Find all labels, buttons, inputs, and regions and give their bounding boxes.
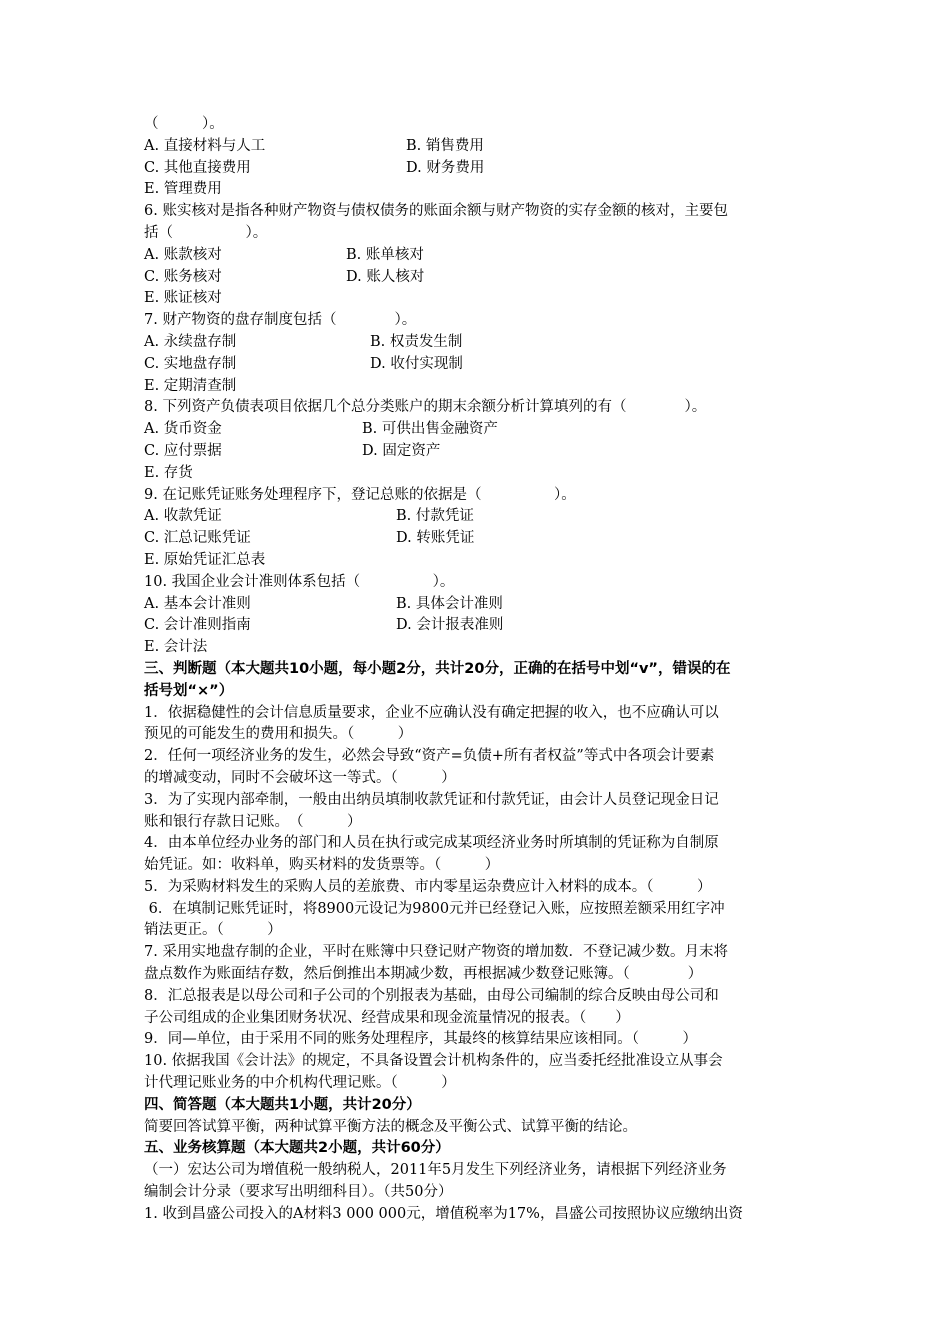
option-row	[144, 158, 814, 180]
text-line: 账和银行存款日记账。 （ ）	[144, 813, 362, 830]
text-line: 7. 财产物资的盘存制度包括（ ）。	[144, 312, 417, 329]
option-left: A. 货币资金	[144, 421, 222, 438]
option-left: A. 直接材料与人工	[144, 137, 266, 154]
text-line: 10. 依据我国《会计法》的规定，不具备设置会计机构条件的，应当委托经批准设立从事会	[144, 1053, 723, 1070]
option-row	[144, 506, 814, 528]
option-left: A. 永续盘存制	[144, 333, 237, 350]
option-right: B. 权责发生制	[370, 333, 463, 350]
section-heading: 三、判断题（本大题共10小题，每小题2分，共计20分，正确的在括号中划“v”，错误的在	[144, 660, 731, 677]
option-right: B. 账单核对	[346, 246, 424, 263]
option-row	[144, 528, 814, 550]
text-line: 的增减变动，同时不会破坏这一等式。（ ）	[144, 769, 456, 786]
option-left: C. 会计准则指南	[144, 617, 251, 634]
section-heading: 四、简答题（本大题共1小题，共计20分）	[144, 1096, 421, 1113]
option-left: C. 实地盘存制	[144, 355, 237, 372]
option-left: C. 其他直接费用	[144, 159, 251, 176]
document-page	[144, 114, 814, 1226]
text-line: 子公司组成的企业集团财务状况、经营成果和现金流量情况的报表。（ ）	[144, 1009, 630, 1026]
option-right: D. 会计报表准则	[396, 617, 504, 634]
option-row	[144, 354, 814, 376]
text-line: E. 管理费用	[144, 181, 222, 198]
option-right: B. 销售费用	[406, 137, 484, 154]
option-right: D. 账人核对	[346, 268, 425, 285]
text-line: 简要回答试算平衡，两种试算平衡方法的概念及平衡公式、试算平衡的结论。	[144, 1118, 637, 1135]
text-line: 9. 在记账凭证账务处理程序下，登记总账的依据是（ ）。	[144, 486, 576, 503]
option-right: D. 收付实现制	[370, 355, 463, 372]
text-line: 预见的可能发生的费用和损失。（ ）	[144, 726, 413, 743]
text-line: 始凭证。如：收料单，购买材料的发货票等。（ ）	[144, 857, 500, 874]
text-line: （一）宏达公司为增值税一般纳税人，2011年5月发生下列经济业务，请根据下列经济业务	[144, 1162, 727, 1179]
text-line: 6. 账实核对是指各种财产物资与债权债务的账面余额与财产物资的实存金额的核对，主要包	[144, 203, 728, 220]
option-row	[144, 245, 814, 267]
option-row	[144, 332, 814, 354]
text-line: E. 会计法	[144, 639, 208, 656]
option-right: D. 财务费用	[406, 159, 485, 176]
section-heading: 五、业务核算题（本大题共2小题，共计60分）	[144, 1140, 450, 1157]
text-line: 9．同—单位，由于采用不同的账务处理程序，其最终的核算结果应该相同。（ ）	[144, 1031, 697, 1048]
option-left: C. 账务核对	[144, 268, 222, 285]
option-row	[144, 267, 814, 289]
text-line: E. 原始凭证汇总表	[144, 551, 266, 568]
option-right: B. 可供出售金融资产	[362, 421, 498, 438]
option-row	[144, 615, 814, 637]
text-line: 2．任何一项经济业务的发生，必然会导致“资产=负债+所有者权益”等式中各项会计要素	[144, 748, 715, 765]
option-row	[144, 594, 814, 616]
text-line: 5．为采购材料发生的采购人员的差旅费、市内零星运杂费应计入材料的成本。（ ）	[144, 878, 712, 895]
text-line: 3．为了实现内部牵制，一般由出纳员填制收款凭证和付款凭证，由会计人员登记现金日记	[144, 791, 719, 808]
option-row	[144, 419, 814, 441]
option-right: D. 固定资产	[362, 442, 441, 459]
text-line: E. 存货	[144, 464, 193, 481]
text-line: 销法更正。（ ）	[144, 922, 282, 939]
option-left: A. 基本会计准则	[144, 595, 251, 612]
text-line: 4．由本单位经办业务的部门和人员在执行或完成某项经济业务时所填制的凭证称为自制原	[144, 835, 719, 852]
option-right: B. 付款凭证	[396, 508, 474, 525]
text-line: 编制会计分录（要求写出明细科目）。（共50分）	[144, 1184, 453, 1201]
text-line: 1. 收到昌盛公司投入的A材料3 000 000元，增值税率为17%，昌盛公司按照协议应缴纳出资	[144, 1205, 743, 1222]
option-left: A. 收款凭证	[144, 508, 222, 525]
text-line: 括（ ）。	[144, 224, 268, 241]
text-line: 10. 我国企业会计准则体系包括（ ）。	[144, 573, 455, 590]
option-right: D. 转账凭证	[396, 530, 475, 547]
option-right: B. 具体会计准则	[396, 595, 503, 612]
text-line: 8. 下列资产负债表项目依据几个总分类账户的期末余额分析计算填列的有（ ）。	[144, 399, 707, 416]
text-line: 计代理记账业务的中介机构代理记账。（ ）	[144, 1075, 456, 1092]
section-heading: 括号划“×”）	[144, 682, 234, 699]
text-line: 6．在填制记账凭证时，将8900元设记为9800元并已经登记入账，应按照差额采用红字冲	[144, 900, 725, 917]
text-line: 盘点数作为账面结存数，然后倒推出本期减少数，再根据减少数登记账簿。（ ）	[144, 966, 703, 983]
option-row	[144, 441, 814, 463]
option-left: C. 应付票据	[144, 442, 222, 459]
text-line: E. 账证核对	[144, 290, 222, 307]
text-line: （ ）。	[144, 116, 224, 132]
text-line: E. 定期清查制	[144, 377, 237, 394]
text-line: 1．依据稳健性的会计信息质量要求，企业不应确认没有确定把握的收入，也不应确认可以	[144, 704, 719, 721]
option-left: A. 账款核对	[144, 246, 222, 263]
option-left: C. 汇总记账凭证	[144, 530, 251, 547]
text-line: 8．汇总报表是以母公司和子公司的个别报表为基础，由母公司编制的综合反映由母公司和	[144, 987, 719, 1004]
text-line: 7. 采用实地盘存制的企业，平时在账簿中只登记财产物资的增加数．不登记减少数。月末将	[144, 944, 728, 961]
option-row	[144, 136, 814, 158]
